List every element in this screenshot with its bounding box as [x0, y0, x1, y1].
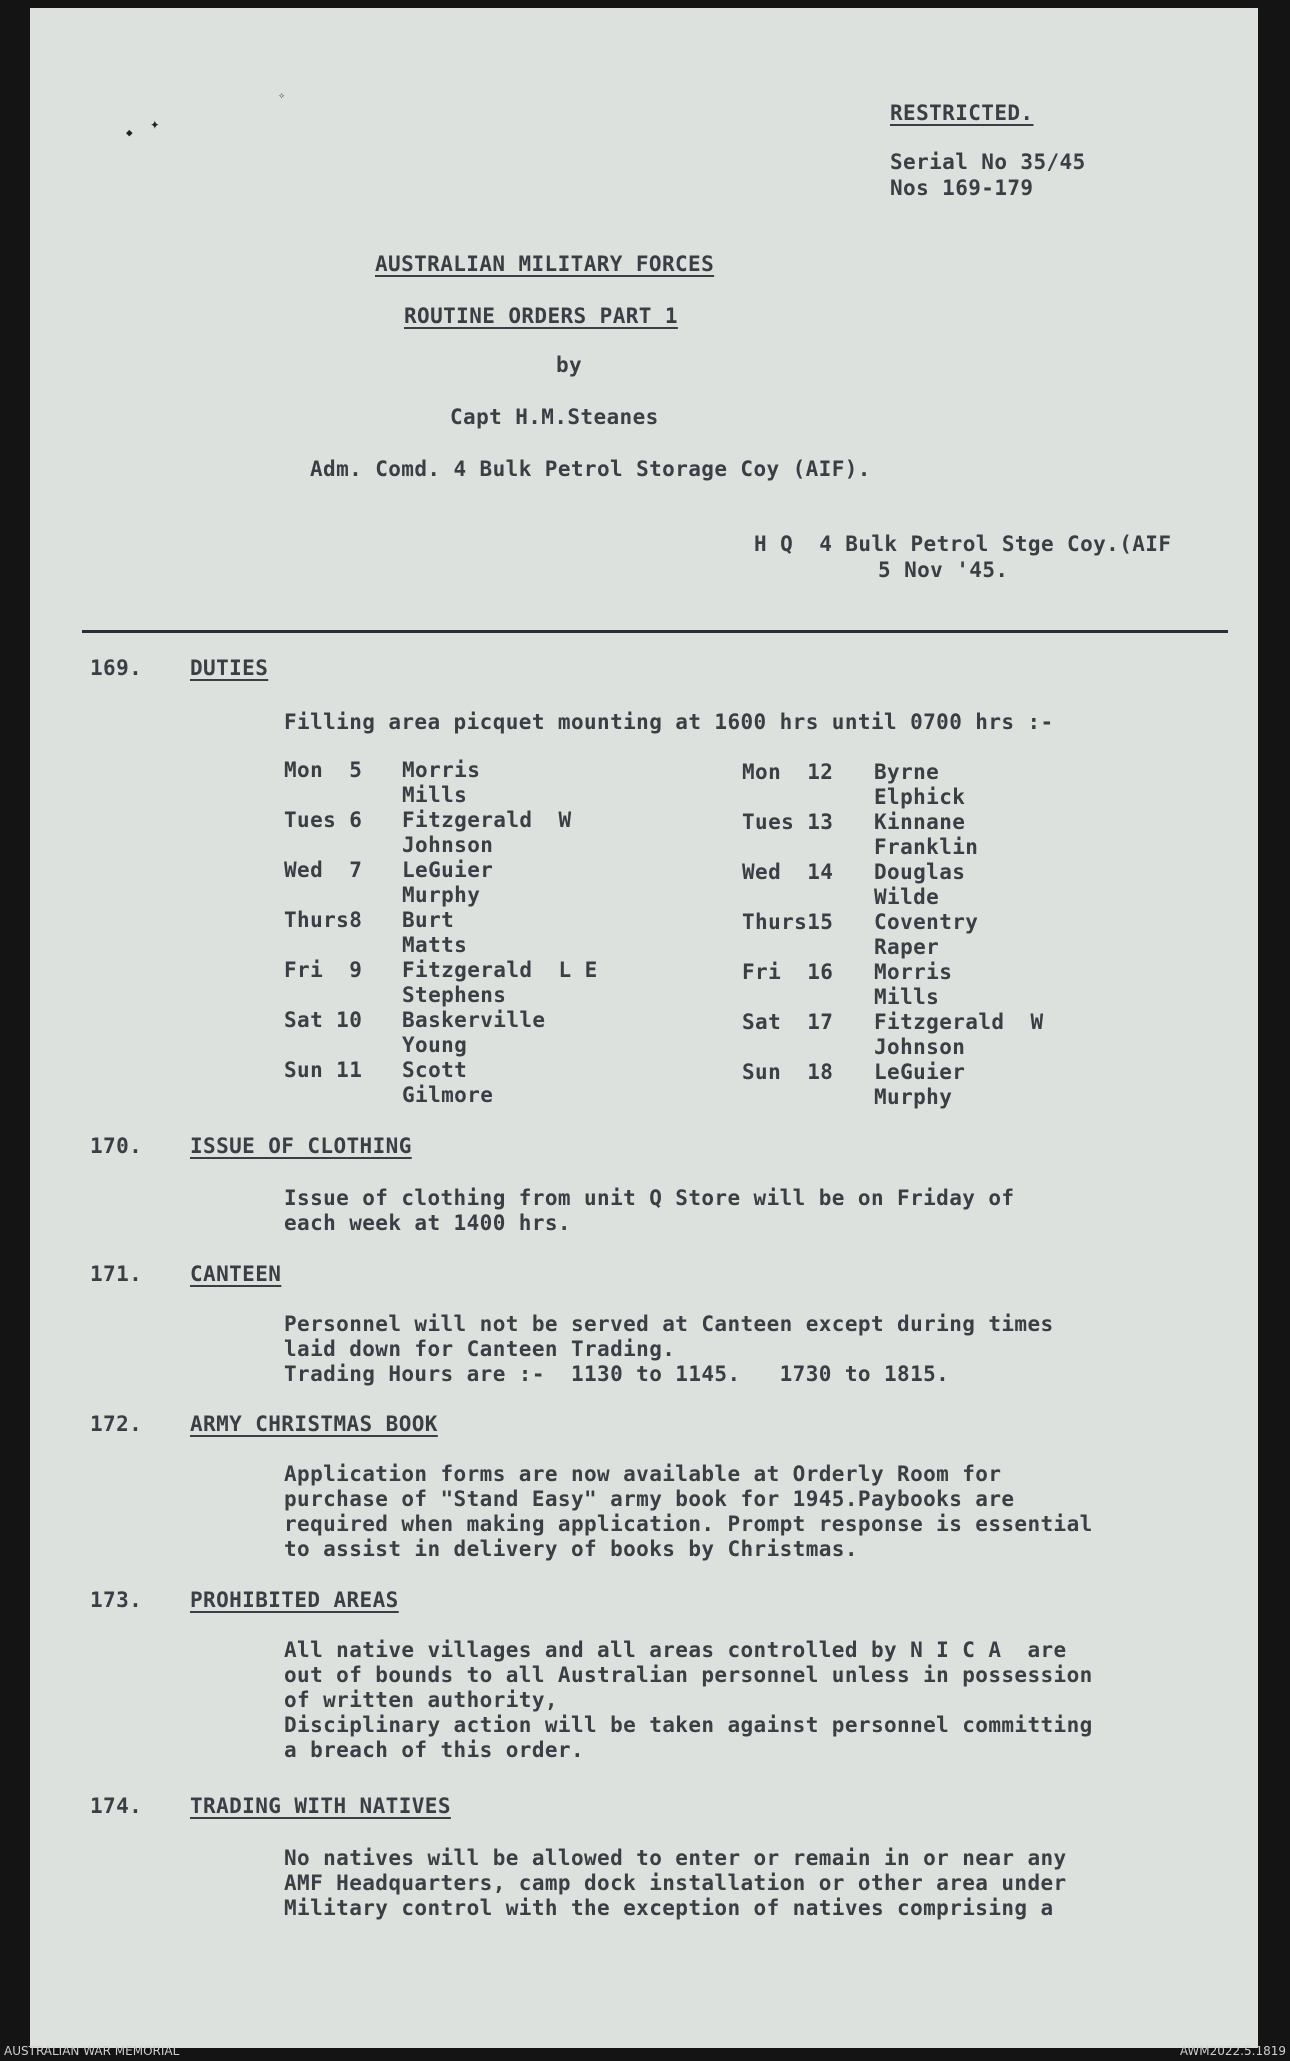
roster-name: Morris: [402, 758, 481, 782]
order-text-line: Trading Hours are :- 1130 to 1145. 1730 to 1815.: [284, 1362, 950, 1386]
roster-name: Fitzgerald L E: [402, 958, 598, 982]
date-line: 5 Nov '45.: [878, 558, 1009, 582]
roster-name: LeGuier: [874, 1060, 966, 1084]
roster-name: Raper: [874, 935, 940, 959]
roster-name: Murphy: [402, 883, 481, 907]
roster-day: Sun 11: [284, 1058, 363, 1082]
title-line-5: Adm. Comd. 4 Bulk Petrol Storage Coy (AIF).: [310, 457, 871, 481]
order-text-line: Application forms are now available at Orderly Room for: [284, 1462, 1002, 1486]
horizontal-rule: [82, 630, 1228, 633]
roster-day: Mon 5: [284, 758, 363, 782]
roster-day: Thurs8: [284, 908, 363, 932]
order-heading: PROHIBITED AREAS: [190, 1588, 399, 1612]
footer-left: AUSTRALIAN WAR MEMORIAL: [4, 2044, 180, 2058]
roster-name: Coventry: [874, 910, 979, 934]
order-text-line: of written authority,: [284, 1688, 558, 1712]
order-text-line: AMF Headquarters, camp dock installation or other area under: [284, 1871, 1067, 1895]
order-heading: CANTEEN: [190, 1262, 282, 1286]
roster-day: Tues 13: [742, 810, 834, 834]
roster-name: Matts: [402, 933, 468, 957]
roster-day: Tues 6: [284, 808, 363, 832]
order-number: 171.: [90, 1262, 143, 1286]
roster-name: Johnson: [402, 833, 494, 857]
serial-number: Serial No 35/45: [890, 150, 1086, 174]
roster-name: Franklin: [874, 835, 979, 859]
roster-name: Kinnane: [874, 810, 966, 834]
title-line-2: ROUTINE ORDERS PART 1: [404, 304, 678, 328]
roster-name: Douglas: [874, 860, 966, 884]
roster-day: Fri 9: [284, 958, 363, 982]
roster-name: Gilmore: [402, 1083, 494, 1107]
order-number: 172.: [90, 1412, 143, 1436]
ink-mark: ◆: [126, 126, 133, 139]
roster-day: Wed 14: [742, 860, 834, 884]
roster-name: Burt: [402, 908, 455, 932]
order-text-line: Issue of clothing from unit Q Store will be on Friday of: [284, 1186, 1015, 1210]
order-number: 170.: [90, 1134, 143, 1158]
order-text-line: Personnel will not be served at Canteen except during times: [284, 1312, 1054, 1336]
order-text-line: laid down for Canteen Trading.: [284, 1337, 676, 1361]
roster-day: Sat 10: [284, 1008, 363, 1032]
roster-day: Thurs15: [742, 910, 834, 934]
ink-mark: ✧: [278, 88, 286, 102]
order-text-line: a breach of this order.: [284, 1738, 584, 1762]
order-number: 174.: [90, 1794, 143, 1818]
order-text-line: each week at 1400 hrs.: [284, 1211, 571, 1235]
roster-name: Murphy: [874, 1085, 953, 1109]
roster-name: Stephens: [402, 983, 507, 1007]
title-line-4: Capt H.M.Steanes: [450, 405, 659, 429]
order-numbers: Nos 169-179: [890, 176, 1034, 200]
order-text-line: Filling area picquet mounting at 1600 hrs until 0700 hrs :-: [284, 710, 1054, 734]
roster-day: Sat 17: [742, 1010, 834, 1034]
order-heading: DUTIES: [190, 656, 269, 680]
footer-right: AWM2022.5.1819: [1179, 2044, 1286, 2058]
roster-name: Fitzgerald W: [402, 808, 572, 832]
roster-name: LeGuier: [402, 858, 494, 882]
document-page: [30, 8, 1258, 2048]
order-text-line: No natives will be allowed to enter or remain in or near any: [284, 1846, 1067, 1870]
order-text-line: to assist in delivery of books by Christmas.: [284, 1537, 858, 1561]
order-text-line: Disciplinary action will be taken against personnel committing: [284, 1713, 1093, 1737]
order-text-line: required when making application. Prompt response is essential: [284, 1512, 1093, 1536]
roster-name: Young: [402, 1033, 468, 1057]
title-line-3: by: [556, 353, 583, 377]
roster-name: Morris: [874, 960, 953, 984]
roster-day: Sun 18: [742, 1060, 834, 1084]
title-line-1: AUSTRALIAN MILITARY FORCES: [375, 252, 715, 276]
classification-label: RESTRICTED.: [890, 101, 1034, 125]
roster-day: Mon 12: [742, 760, 834, 784]
order-number: 169.: [90, 656, 143, 680]
roster-name: Scott: [402, 1058, 468, 1082]
order-text-line: purchase of "Stand Easy" army book for 1945.Paybooks are: [284, 1487, 1015, 1511]
hq-line: H Q 4 Bulk Petrol Stge Coy.(AIF: [754, 532, 1172, 556]
roster-name: Elphick: [874, 785, 966, 809]
roster-name: Byrne: [874, 760, 940, 784]
roster-day: Fri 16: [742, 960, 834, 984]
roster-name: Baskerville: [402, 1008, 546, 1032]
roster-name: Fitzgerald W: [874, 1010, 1044, 1034]
order-number: 173.: [90, 1588, 143, 1612]
order-text-line: All native villages and all areas controlled by N I C A are: [284, 1638, 1067, 1662]
roster-name: Johnson: [874, 1035, 966, 1059]
order-heading: ARMY CHRISTMAS BOOK: [190, 1412, 438, 1436]
roster-day: Wed 7: [284, 858, 363, 882]
order-heading: TRADING WITH NATIVES: [190, 1794, 451, 1818]
roster-name: Mills: [874, 985, 940, 1009]
roster-name: Mills: [402, 783, 468, 807]
order-text-line: out of bounds to all Australian personnel unless in possession: [284, 1663, 1093, 1687]
roster-name: Wilde: [874, 885, 940, 909]
ink-mark: ✦: [150, 114, 160, 133]
order-text-line: Military control with the exception of natives comprising a: [284, 1896, 1054, 1920]
order-heading: ISSUE OF CLOTHING: [190, 1134, 412, 1158]
